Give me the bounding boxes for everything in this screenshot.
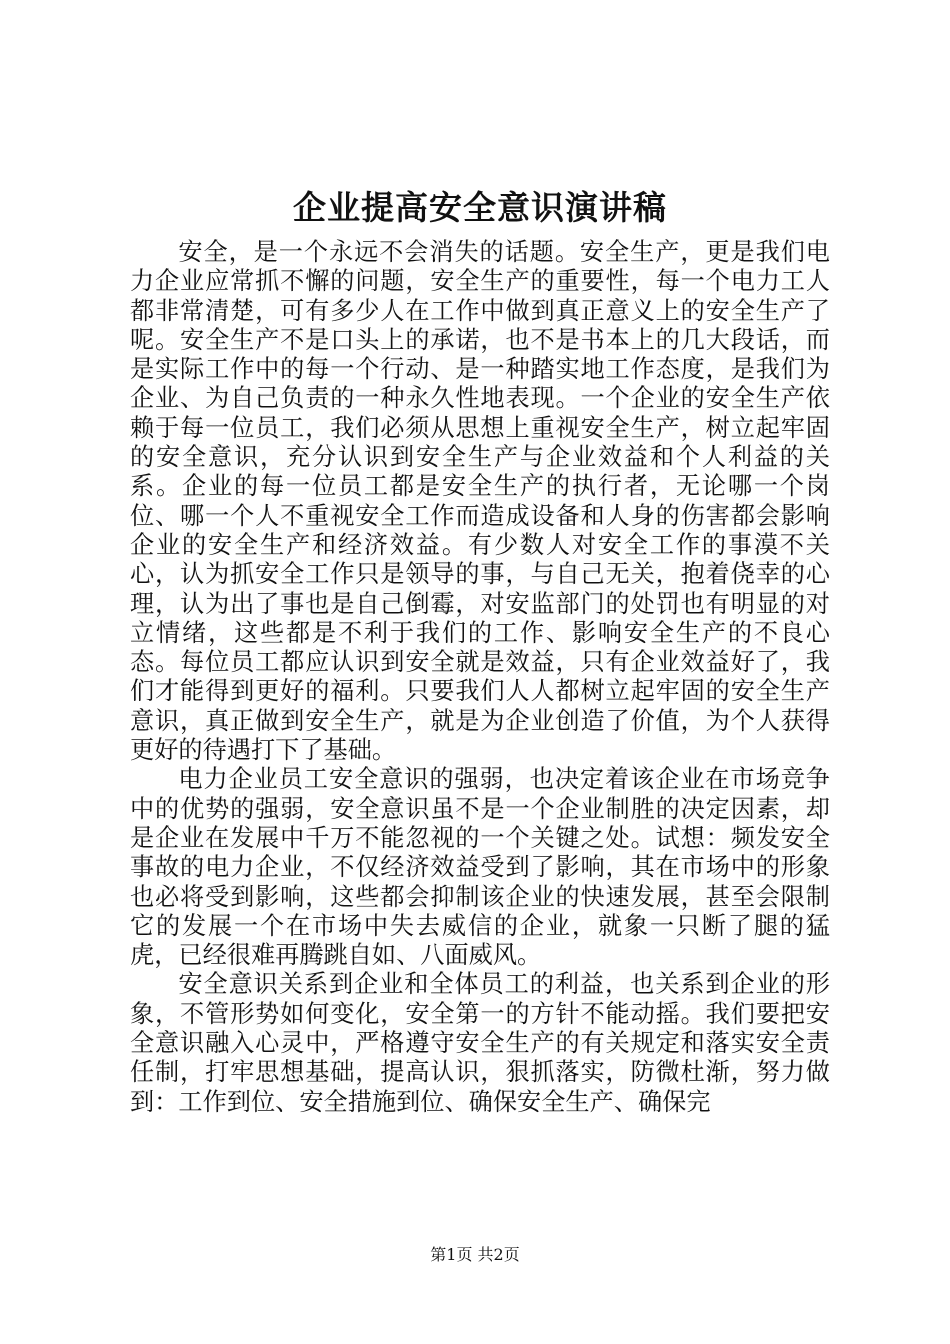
- document-title: 企业提高安全意识演讲稿: [293, 188, 667, 227]
- page-footer: 第1页 共2页: [430, 1245, 520, 1264]
- paragraph-2: 电力企业员工安全意识的强弱，也决定着该企业在市场竞争中的优势的强弱，安全意识虽不是一个企业制胜的决定因素，却是企业在发展中千万不能忽视的一个关键之处。试想：频发安全事故的电力企业，不仅经济效益受到了影响，其在市场中的形象也必将受到影响，这些都会抑制该企业的快速发展，甚至会限制它的发展一个在市场中失去威信的企业，就象一只断了腿的猛虎，已经很难再腾跳自如、八面威风。: [130, 765, 830, 970]
- paragraph-1: 安全，是一个永远不会消失的话题。安全生产，更是我们电力企业应常抓不懈的问题，安全生产的重要性，每一个电力工人都非常清楚，可有多少人在工作中做到真正意义上的安全生产了呢。安全生产不是口头上的承诺，也不是书本上的几大段话，而是实际工作中的每一个行动、是一种踏实地工作态度，是我们为企业、为自己负责的一种永久性地表现。一个企业的安全生产依赖于每一位员工，我们必须从思想上重视安全生产，树立起牢固的安全意识，充分认识到安全生产与企业效益和个人利益的关系。企业的每一位员工都是安全生产的执行者，无论哪一个岗位、哪一个人不重视安全工作而造成设备和人身的伤害都会影响企业的安全生产和经济效益。有少数人对安全工作的事漠不关心，认为抓安全工作只是领导的事，与自己无关，抱着侥幸的心理，认为出了事也是自己倒霉，对安监部门的处罚也有明显的对立情绪，这些都是不利于我们的工作、影响安全生产的不良心态。每位员工都应认识到安全就是效益，只有企业效益好了，我们才能得到更好的福利。只要我们人人都树立起牢固的安全生产意识，真正做到安全生产，就是为企业创造了价值，为个人获得更好的待遇打下了基础。: [130, 238, 830, 765]
- paragraph-3: 安全意识关系到企业和全体员工的利益，也关系到企业的形象，不管形势如何变化，安全第一的方针不能动摇。我们要把安全意识融入心灵中，严格遵守安全生产的有关规定和落实安全责任制，打牢思想基础，提高认识，狠抓落实，防微杜渐，努力做到：工作到位、安全措施到位、确保安全生产、确保完: [130, 970, 830, 1116]
- document-body: [130, 238, 830, 1117]
